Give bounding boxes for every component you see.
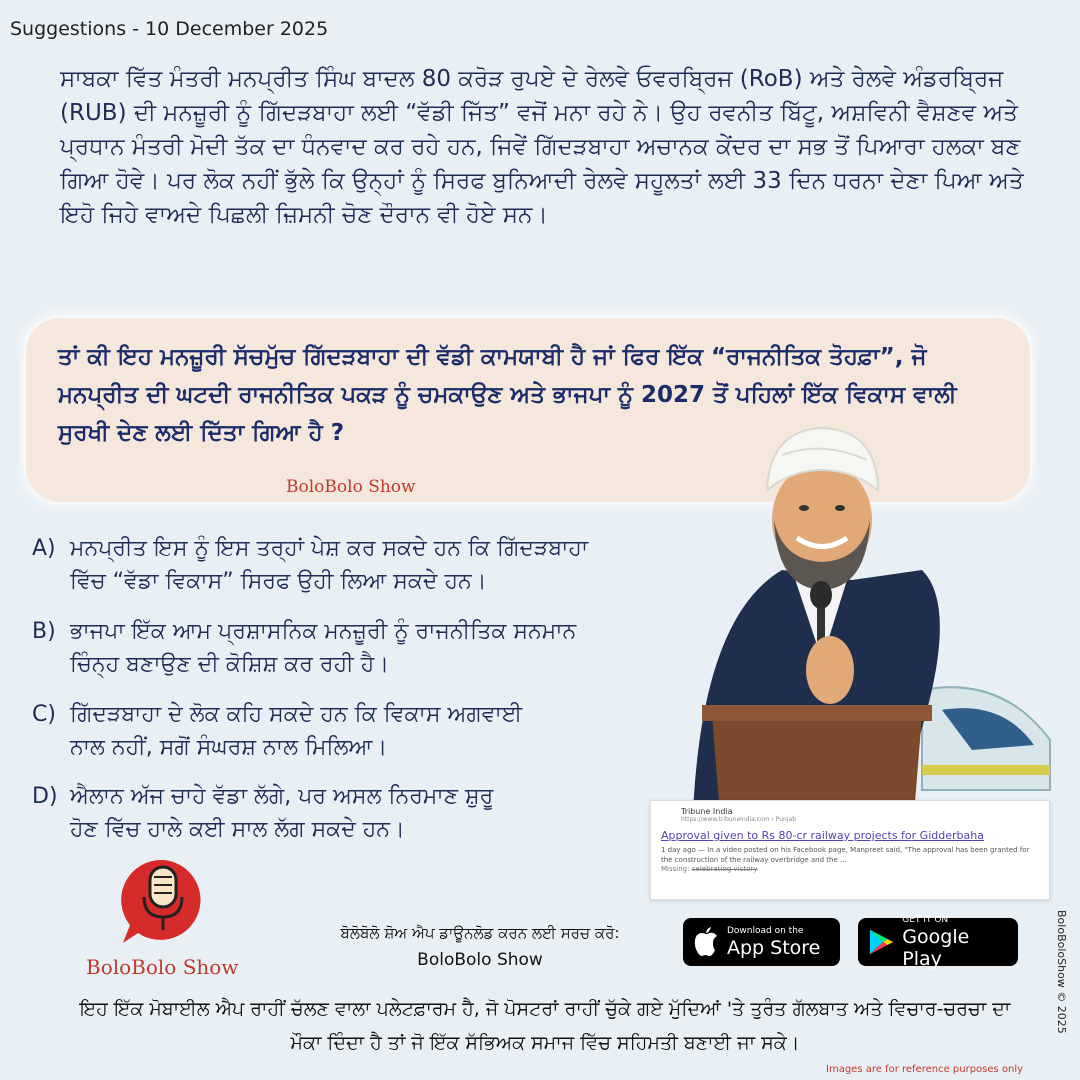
news-search-result [650,800,1050,900]
option-text: ਭਾਜਪਾ ਇੱਕ ਆਮ ਪ੍ਰਸ਼ਾਸਨਿਕ ਮਨਜ਼ੂਰੀ ਨੂੰ ਰਾਜਨੀਤਿਕ ਸਨਮਾਨ [70,619,577,644]
speaker-illustration [672,420,1080,840]
news-headline-link[interactable]: Approval given to Rs 80-cr railway projects for Gidderbaha [661,829,984,842]
footer-description: ਇਹ ਇੱਕ ਮੋਬਾਈਲ ਐਪ ਰਾਹੀਂ ਚੱਲਣ ਵਾਲਾ ਪਲੇਟਫ਼ਾਰਮ ਹੈ, ਜੋ ਪੋਸਟਰਾਂ ਰਾਹੀਂ ਚੁੱਕੇ ਗਏ ਮੁੱਦਿਆਂ 'ਤੇ ਤੁਰੰਤ ਗੱਲਬਾਤ ਅਤੇ ਵਿਚਾਰ-ਚਰਚਾ ਦਾ ਮੌਕਾ ਦਿੰਦਾ ਹੈ ਤਾਂ ਜੋ ਇੱਕ ਸੱਭਿਅਕ ਸਮਾਜ ਵਿੱਚ ਸਹਿਮਤੀ ਬਣਾਈ ਜਾ ਸਕੇ। [79,998,1011,1054]
search-instruction: ਬੋਲੋਬੋਲੋ ਸ਼ੋਅ ਐਪ ਡਾਊਨਲੋਡ ਕਰਨ ਲਈ ਸਰਚ ਕਰੋ: [340,924,620,942]
option-text: ਮਨਪ੍ਰੀਤ ਇਸ ਨੂੰ ਇਸ ਤਰ੍ਹਾਂ ਪੇਸ਼ ਕਰ ਸਕਦੇ ਹਨ ਕਿ ਗਿੱਦੜਬਾਹਾ [70,536,589,561]
option-letter: C) [32,702,56,727]
option-b [32,615,682,681]
news-url: https://www.tribuneindia.com › Punjab [681,816,797,823]
question-text: ਤਾਂ ਕੀ ਇਹ ਮਨਜ਼ੂਰੀ ਸੱਚਮੁੱਚ ਗਿੱਦੜਬਾਹਾ ਦੀ ਵੱਡੀ ਕਾਮਯਾਬੀ ਹੈ ਜਾਂ ਫਿਰ ਇੱਕ “ਰਾਜਨੀਤਿਕ ਤੋਹਫ਼ਾ”, ਜੋ ਮਨਪ੍ਰੀਤ ਦੀ ਘਟਦੀ ਰਾਜਨੀਤਿਕ ਪਕੜ ਨੂੰ ਚਮਕਾਉਣ ਅਤੇ ਭਾਜਪਾ ਨੂੰ 2027 ਤੋਂ ਪਹਿਲਾਂ ਇੱਕ ਵਿਕਾਸ ਵਾਲੀ ਸੁਰਖੀ ਦੇਣ ਲਈ ਦਿੱਤਾ ਗਿਆ ਹੈ ? [58,344,957,446]
copyright-text: BoloBoloShow © 2025 [1055,910,1068,1034]
option-text: ਹੋਣ ਵਿੱਚ ਹਾਲੇ ਕਈ ਸਾਲ ਲੱਗ ਸਕਦੇ ਹਨ। [70,817,405,842]
option-letter: B) [32,619,56,644]
option-text: ਚਿੰਨ੍ਹ ਬਣਾਉਣ ਦੀ ਕੋਸ਼ਿਸ਼ ਕਰ ਰਹੀ ਹੈ। [70,652,390,677]
news-source: Tribune India [681,807,733,816]
option-c [32,698,682,764]
intro-paragraph: ਸਾਬਕਾ ਵਿੱਤ ਮੰਤਰੀ ਮਨਪ੍ਰੀਤ ਸਿੰਘ ਬਾਦਲ 80 ਕਰੋੜ ਰੁਪਏ ਦੇ ਰੇਲਵੇ ਓਵਰਬ੍ਰਿਜ (RoB) ਅਤੇ ਰੇਲਵੇ ਅੰਡਰਬ੍ਰਿਜ (RUB) ਦੀ ਮਨਜ਼ੂਰੀ ਨੂੰ ਗਿੱਦੜਬਾਹਾ ਲਈ “ਵੱਡੀ ਜਿੱਤ” ਵਜੋਂ ਮਨਾ ਰਹੇ ਨੇ। ਉਹ ਰਵਨੀਤ ਬਿੱਟੂ, ਅਸ਼ਵਿਨੀ ਵੈਸ਼ਣਵ ਅਤੇ ਪ੍ਰਧਾਨ ਮੰਤਰੀ ਮੋਦੀ ਤੱਕ ਦਾ ਧੰਨਵਾਦ ਕਰ ਰਹੇ ਹਨ, ਜਿਵੇਂ ਗਿੱਦੜਬਾਹਾ ਅਚਾਨਕ ਕੇਂਦਰ ਦਾ ਸਭ ਤੋਂ ਪਿਆਰਾ ਹਲਕਾ ਬਣ ਗਿਆ ਹੋਵੇ। ਪਰ ਲੋਕ ਨਹੀਂ ਭੁੱਲੇ ਕਿ ਉਨ੍ਹਾਂ ਨੂੰ ਸਿਰਫ ਬੁਨਿਆਦੀ ਰੇਲਵੇ ਸਹੂਲਤਾਂ ਲਈ 33 ਦਿਨ ਧਰਨਾ ਦੇਣਾ ਪਿਆ ਅਤੇ ਇਹੋ ਜਿਹੇ ਵਾਅਦੇ ਪਿਛਲੀ ਜ਼ਿਮਨੀ ਚੋਣ ਦੌਰਾਨ ਵੀ ਹੋਏ ਸਨ। [60,66,1024,228]
news-missing-terms [661,865,1039,873]
google-play-icon [868,927,894,957]
news-snippet: 1 day ago — In a video posted on his Facebook page, Manpreet said, "The approval has been granted for the construction of the railway overbridge and the ... [661,846,1030,864]
brand-watermark: BoloBolo Show [286,477,416,497]
option-text: ਨਾਲ ਨਹੀਂ, ਸਗੋਂ ਸੰਘਰਸ਼ ਨਾਲ ਮਿਲਿਆ। [70,735,388,760]
option-a [32,532,682,598]
brand-logo-text: BoloBolo Show [86,955,239,979]
app-store-label: App Store [727,936,821,959]
google-play-small-label: GET IT ON [902,914,949,925]
missing-terms: celebrating victory [691,865,758,873]
app-store-small-label: Download on the [727,925,804,936]
option-d [32,780,682,846]
apple-icon [693,927,719,957]
google-play-label: Google Play [902,925,970,970]
option-letter: D) [32,784,58,809]
image-disclaimer: Images are for reference purposes only [826,1064,1024,1075]
google-play-button[interactable] [858,914,1018,970]
copyright-notice [1048,910,1072,1060]
option-text: ਗਿੱਦੜਬਾਹਾ ਦੇ ਲੋਕ ਕਹਿ ਸਕਦੇ ਹਨ ਕਿ ਵਿਕਾਸ ਅਗਵਾਈ [70,702,523,727]
app-store-button[interactable] [683,918,840,966]
train-illustration [922,687,1050,790]
option-text: ਐਲਾਨ ਅੱਜ ਚਾਹੇ ਵੱਡਾ ਲੱਗੇ, ਪਰ ਅਸਲ ਨਿਰਮਾਣ ਸ਼ੁਰੂ [70,784,494,809]
page-header-title: Suggestions - 10 December 2025 [10,18,329,40]
search-app-name: BoloBolo Show [417,950,543,970]
option-text: ਵਿੱਚ “ਵੱਡਾ ਵਿਕਾਸ” ਸਿਰਫ ਉਹੀ ਲਿਆ ਸਕਦੇ ਹਨ। [70,569,487,594]
missing-label: Missing: [661,865,690,873]
microphone-icon [118,855,208,945]
option-letter: A) [32,536,56,561]
